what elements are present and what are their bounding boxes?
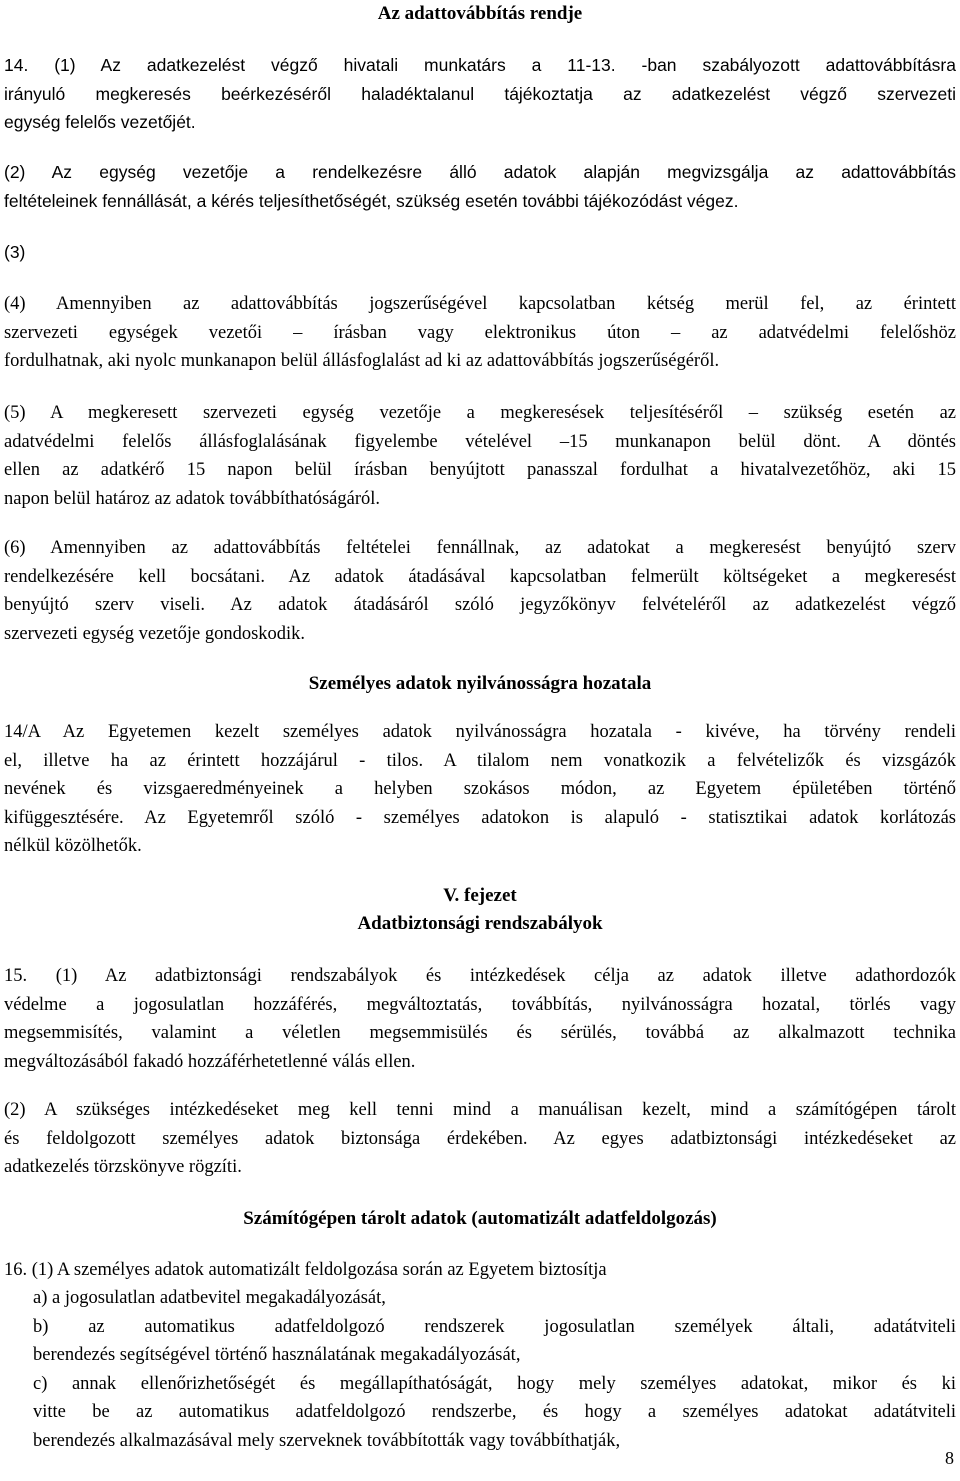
section-heading: Számítógépen tárolt adatok (automatizált adatfeldolgozás) <box>243 1208 717 1229</box>
list-item-continuation: berendezés alkalmazásával mely szerveknek továbbították vagy továbbíthatják, <box>33 1430 621 1451</box>
paragraph <box>4 962 956 1076</box>
paragraph <box>4 290 956 376</box>
text-line: 15. (1) Az adatbiztonsági rendszabályok és intézkedések célja az adatok illetve adathordozók <box>4 966 956 986</box>
text-line: nevének és vizsgaeredményeinek a helyben szokásos módon, az Egyetem épületében történő <box>4 779 956 799</box>
paragraph <box>4 1256 956 1285</box>
text-line: 14/A Az Egyetemen kezelt személyes adatok nyilvánosságra hozatala - kivéve, ha törvény rendeli <box>4 722 956 742</box>
page-number: 8 <box>945 1448 954 1468</box>
text-line: szervezeti egységek vezetői – írásban vagy elektronikus úton – az adatvédelmi felelőshöz <box>4 322 956 343</box>
text-line: benyújtó szerv viseli. Az adatok átadásáról szóló jegyzőkönyv felvételéről az adatkezelést végző <box>4 595 956 615</box>
text-line: el, illetve ha az érintett hozzájárul - tilos. A tilalom nem vonatkozik a felvételizők és vizsgázók <box>4 750 956 771</box>
text-line: és feldolgozott személyes adatok biztonsága érdekében. Az egyes adatbiztonsági intézkedéseket az <box>4 1128 956 1149</box>
text-line: 14. (1) Az adatkezelést végző hivatali munkatárs a 11-13. -ban szabályozott adattovábbításra <box>4 55 956 75</box>
text-line: adatvédelmi felelős állásfoglalásának figyelembe vételével –15 munkanapon belül dönt. A döntés <box>4 431 956 452</box>
list-item: a) a jogosulatlan adatbevitel megakadályozását, <box>33 1288 386 1308</box>
text-line: napon belül határoz az adatok továbbíthatóságáról. <box>4 488 381 509</box>
text-line: (4) Amennyiben az adattovábbítás jogszerűségével kapcsolatban kétség merül fel, az érintett <box>4 294 956 314</box>
list <box>33 1284 956 1455</box>
text-line: (5) A megkeresett szervezeti egység vezetője a megkeresések teljesítéséről – szükség esetén az <box>4 403 956 423</box>
text-line: rendelkezésére kell bocsátani. Az adatok átadásával kapcsolatban felmerült költségeket a megkeresést <box>4 566 956 587</box>
section-heading: Személyes adatok nyilvánosságra hozatala <box>308 673 652 694</box>
text-line: (6) Amennyiben az adattovábbítás feltételei fennállnak, az adatokat a megkeresést benyújtó szerv <box>4 538 956 558</box>
text-line: egység felelős vezetőjét. <box>4 112 196 132</box>
paragraph <box>4 238 956 267</box>
list-item: c) annak ellenőrizhetőségét és megállapíthatóságát, hogy mely személyes adatokat, mikor és ki <box>33 1373 956 1394</box>
section-heading: Az adattovábbítás rendje <box>377 3 583 24</box>
paragraph <box>4 399 956 513</box>
chapter-title: Adatbiztonsági rendszabályok <box>357 913 603 934</box>
chapter-heading: V. fejezet <box>443 885 517 906</box>
text-line: fordulhatnak, aki nyolc munkanapon belül állásfoglalást ad ki az adattovábbítás jogszerűségéről. <box>4 351 720 371</box>
text-line: kifüggesztésére. Az Egyetemről szóló - személyes adatokon is alapuló - statisztikai adatok korlátozás <box>4 807 956 828</box>
text-line: szervezeti egység vezetője gondoskodik. <box>4 623 306 644</box>
text-line: (2) Az egység vezetője a rendelkezésre álló adatok alapján megvizsgálja az adattovábbítás <box>4 162 956 182</box>
text-line: 16. (1) A személyes adatok automatizált feldolgozása során az Egyetem biztosítja <box>4 1260 607 1280</box>
text-line: irányuló megkeresés beérkezéséről haladéktalanul tájékoztatja az adatkezelést végző szervezeti <box>4 83 956 104</box>
text-line: (3) <box>4 242 26 262</box>
paragraph <box>4 718 956 861</box>
text-line: (2) A szükséges intézkedéseket meg kell tenni mind a manuálisan kezelt, mind a számítógépen tárolt <box>4 1100 956 1120</box>
list-item: b) az automatikus adatfeldolgozó rendszerek jogosulatlan személyek általi, adatátviteli <box>33 1316 956 1337</box>
list-item-continuation: vitte be az automatikus adatfeldolgozó rendszerbe, és hogy a személyes adatokat adatátviteli <box>33 1402 956 1422</box>
list-item-continuation: berendezés segítségével történő használatának megakadályozását, <box>33 1345 521 1365</box>
text-line: adatkezelés törzskönyve rögzíti. <box>4 1157 242 1177</box>
paragraph <box>4 1096 956 1182</box>
paragraph <box>4 534 956 648</box>
text-line: nélkül közölhetők. <box>4 836 142 856</box>
text-line: védelme a jogosulatlan hozzáférés, megváltoztatás, továbbítás, nyilvánosságra hozatal, törlés vagy <box>4 994 956 1015</box>
paragraph <box>4 51 956 137</box>
text-line: megváltozásából fakadó hozzáférhetetlenné válás ellen. <box>4 1051 416 1072</box>
text-line: feltételeinek fennállását, a kérés teljesíthetőségét, szükség esetén további tájékozódást végez. <box>4 190 739 211</box>
text-line: megsemmisítés, valamint a véletlen megsemmisülés és sérülés, továbbá az alkalmazott technika <box>4 1023 956 1043</box>
text-line: ellen az adatkérő 15 napon belül írásban benyújtott panasszal fordulhat a hivatalvezetőhöz, aki 15 <box>4 460 956 480</box>
paragraph <box>4 158 956 215</box>
